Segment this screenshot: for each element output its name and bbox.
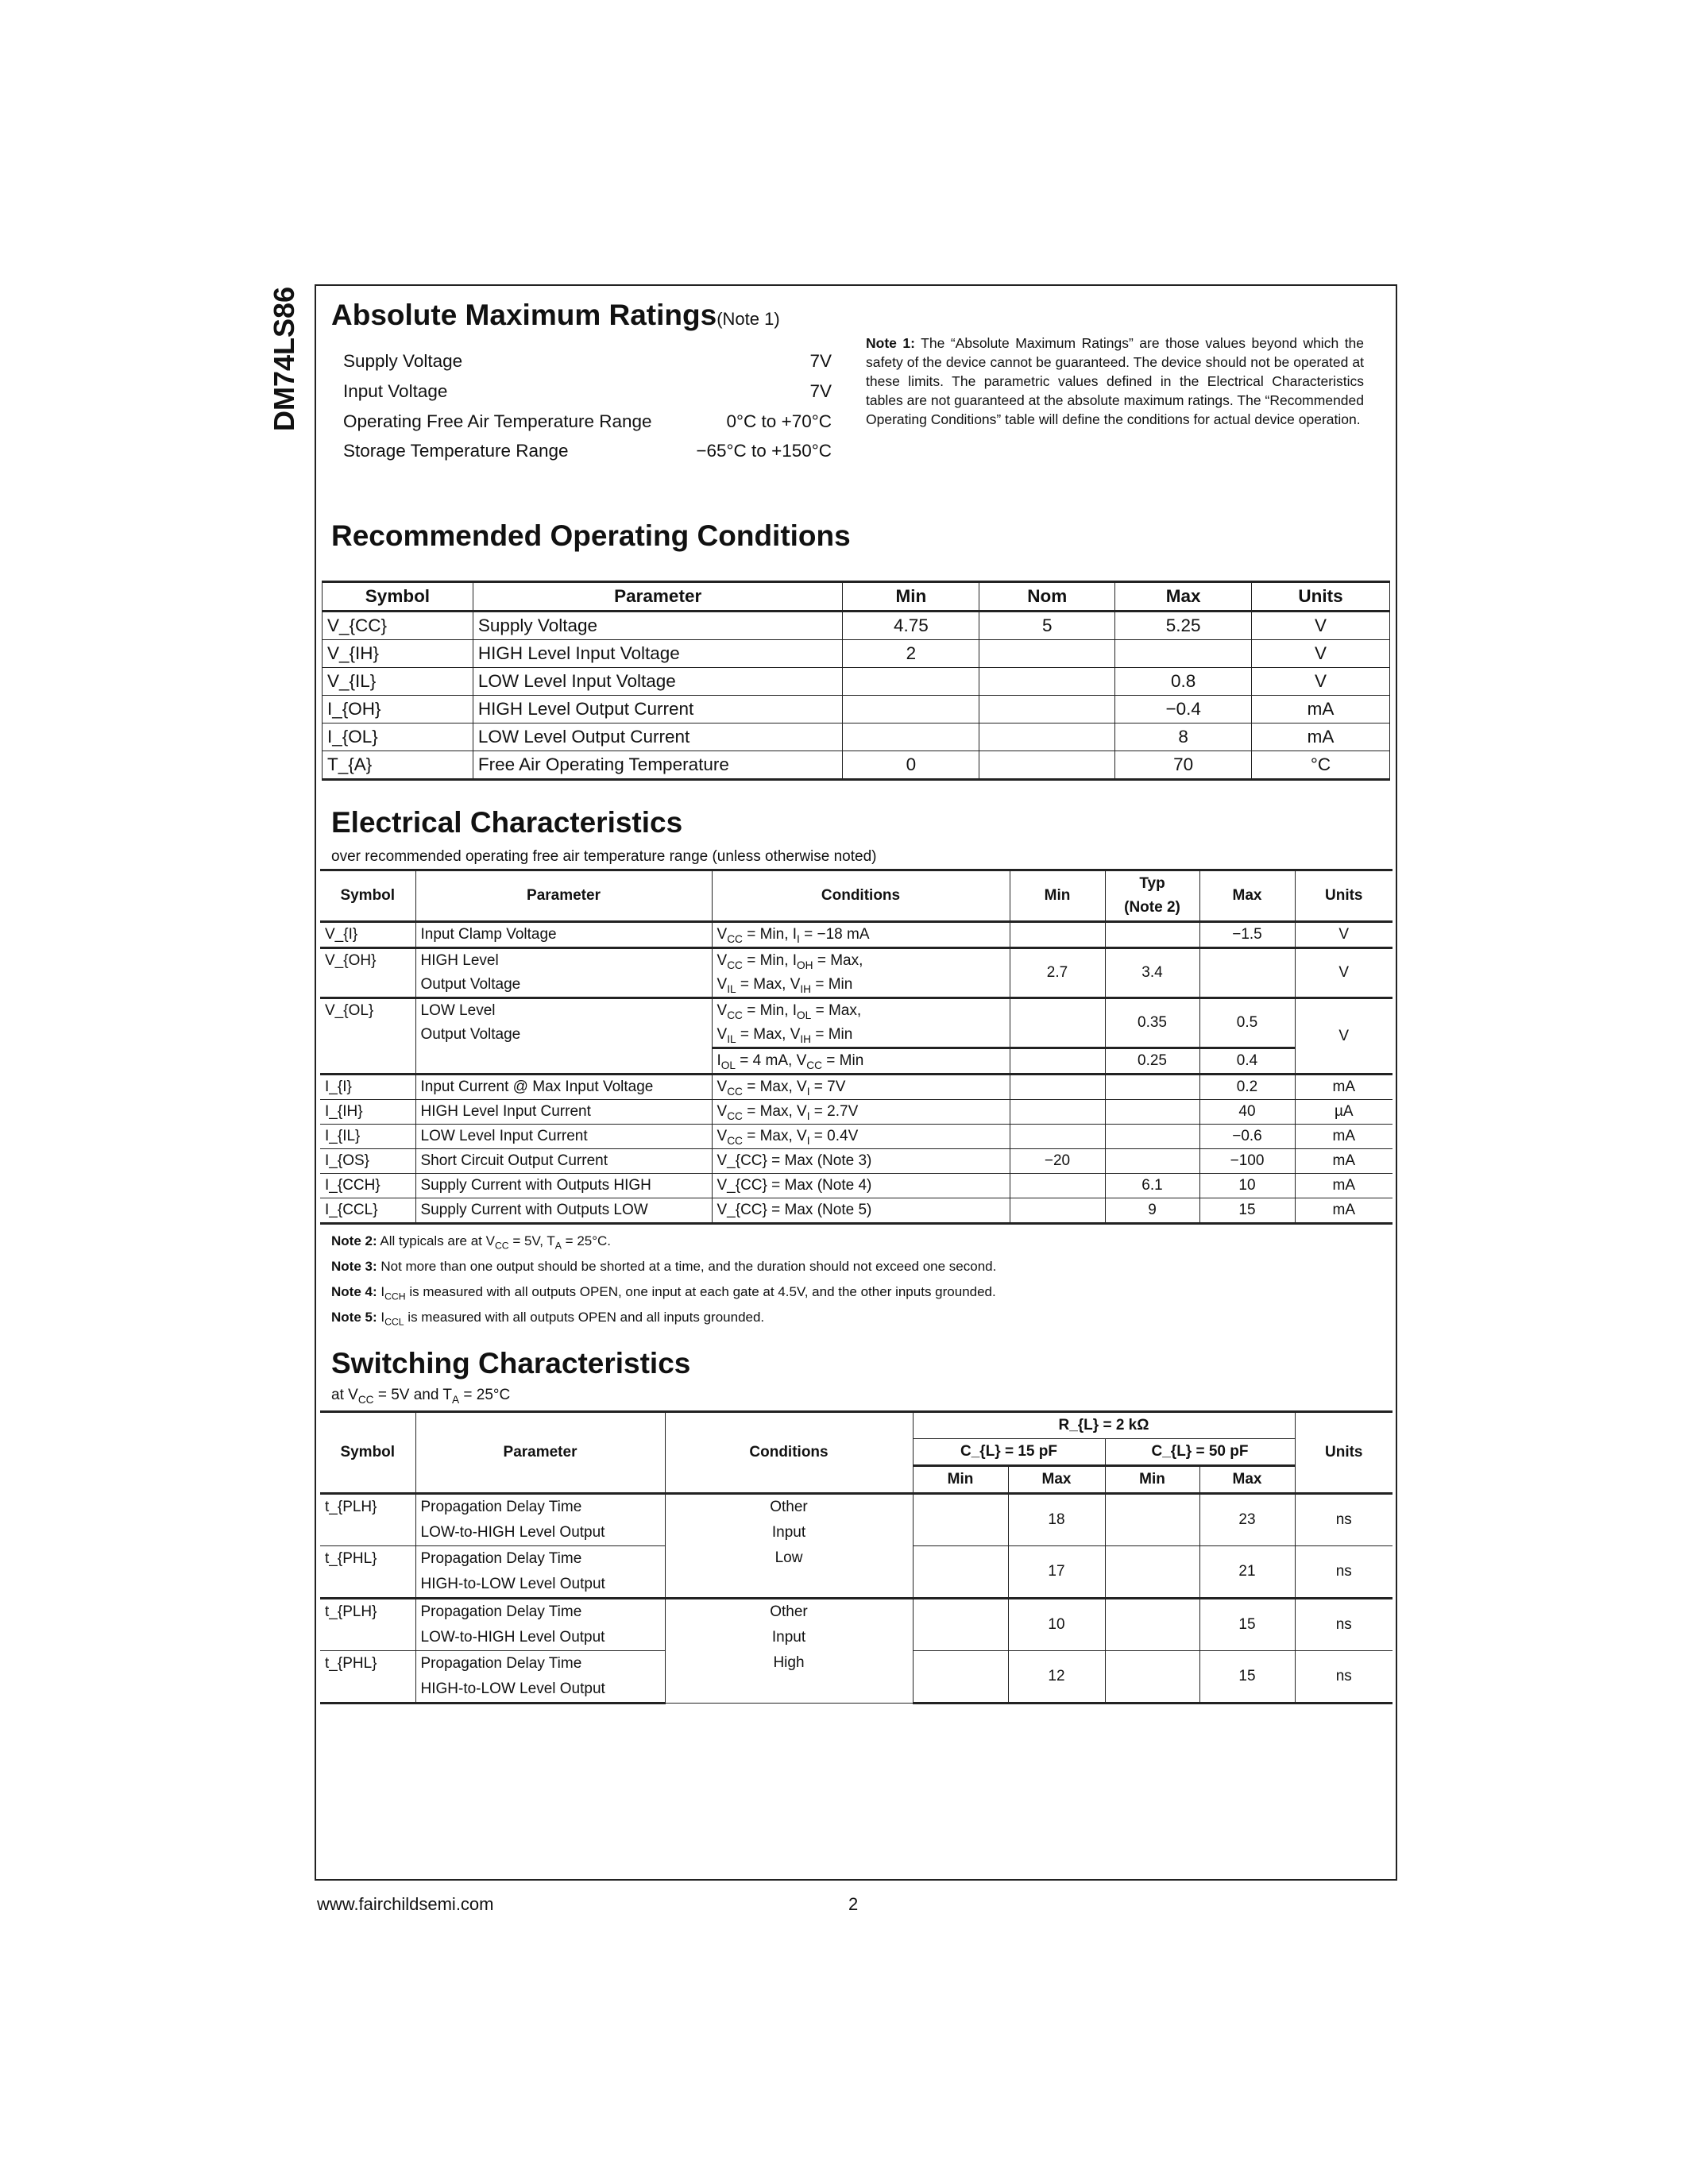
note-text: Not more than one output should be shorted at a time, and the duration should not exceed one second. bbox=[377, 1259, 997, 1274]
note-label: Note 2: bbox=[331, 1233, 377, 1248]
ec-subtitle: over recommended operating free air temperature range (unless otherwise noted) bbox=[331, 848, 877, 865]
ec-min bbox=[1010, 998, 1105, 1048]
amr-row bbox=[343, 411, 832, 432]
subscript: CC bbox=[727, 1109, 743, 1122]
sc-header-cl50: C_{L} = 50 pF bbox=[1105, 1439, 1295, 1466]
sc-symbol: t_{PHL} bbox=[320, 1651, 415, 1704]
roc-parameter: Supply Voltage bbox=[473, 612, 843, 640]
note-text: $I_{CCH}$ is measured with all outputs OPEN, one input at each gate at 4.5V, and the other inputs grounded. bbox=[377, 1284, 996, 1302]
amr-value: 0°C to +70°C bbox=[726, 411, 832, 431]
subscript: I bbox=[806, 1085, 810, 1098]
sc-parameter-line: HIGH-to-LOW Level Output bbox=[420, 1576, 605, 1592]
roc-header: Units bbox=[1252, 582, 1390, 612]
sc-min15 bbox=[913, 1494, 1008, 1546]
subscript: CC bbox=[727, 932, 743, 945]
sc-max15: 10 bbox=[1008, 1599, 1105, 1651]
roc-header: Nom bbox=[979, 582, 1115, 612]
sc-condition-line: Other bbox=[770, 1499, 808, 1515]
roc-units: V bbox=[1252, 668, 1390, 696]
sc-parameter bbox=[415, 1494, 665, 1546]
sc-min15 bbox=[913, 1651, 1008, 1704]
amr-value: −65°C to +150°C bbox=[696, 441, 832, 461]
subscript: CC bbox=[357, 1393, 374, 1406]
sc-condition-line: Low bbox=[774, 1549, 803, 1566]
roc-nom bbox=[979, 723, 1115, 751]
roc-parameter: HIGH Level Input Voltage bbox=[473, 640, 843, 668]
ec-max: 0.4 bbox=[1199, 1048, 1295, 1075]
ec-max bbox=[1199, 948, 1295, 998]
amr-label: Supply Voltage bbox=[343, 351, 463, 371]
note-label: Note 5: bbox=[331, 1310, 377, 1325]
ec-conditions: $V_{CC}$ = Max, $V_I = 0.4V$ bbox=[712, 1125, 1010, 1149]
amr-label: Input Voltage bbox=[343, 381, 448, 401]
roc-parameter: Free Air Operating Temperature bbox=[473, 751, 843, 780]
ec-units: mA bbox=[1295, 1075, 1393, 1100]
amr-title-note: (Note 1) bbox=[717, 309, 780, 329]
ec-typ bbox=[1105, 922, 1199, 948]
part-number-side-title bbox=[268, 283, 300, 435]
roc-max: 70 bbox=[1115, 751, 1252, 780]
subscript: CC bbox=[727, 1085, 743, 1098]
ec-max: 0.2 bbox=[1199, 1075, 1295, 1100]
sc-parameter bbox=[415, 1546, 665, 1599]
ec-condition-line: $V_{IL}$ = Max, $V_{IH}$ = Min bbox=[717, 1026, 853, 1045]
roc-title: Recommended Operating Conditions bbox=[331, 519, 851, 552]
roc-min bbox=[843, 723, 979, 751]
note-text: All typicals are at $V_{CC} = 5V$, $T_A = 25^\circ C$. bbox=[377, 1233, 612, 1252]
amr-title-text: Absolute Maximum Ratings bbox=[331, 299, 717, 331]
roc-parameter: LOW Level Output Current bbox=[473, 723, 843, 751]
roc-header: Parameter bbox=[473, 582, 843, 612]
amr-label: Storage Temperature Range bbox=[343, 441, 569, 461]
ec-min bbox=[1010, 922, 1105, 948]
ec-condition-line: $V_{CC}$ = Min, $I_{OH}$ = Max, bbox=[717, 952, 863, 971]
ec-parameter: Supply Current with Outputs HIGH bbox=[415, 1174, 712, 1198]
ec-typ: 3.4 bbox=[1105, 948, 1199, 998]
roc-symbol: I_{OL} bbox=[323, 723, 473, 751]
footer-website: www.fairchildsemi.com bbox=[317, 1894, 494, 1914]
ec-parameter: LOW Level Input Current bbox=[415, 1125, 712, 1149]
sc-max50: 23 bbox=[1199, 1494, 1295, 1546]
subscript: IH bbox=[800, 982, 812, 995]
ec-note bbox=[331, 1233, 1393, 1250]
ec-max: 10 bbox=[1199, 1174, 1295, 1198]
roc-nom bbox=[979, 751, 1115, 780]
sc-header-rl: R_{L} = 2 kΩ bbox=[913, 1412, 1295, 1439]
sc-title: Switching Characteristics bbox=[331, 1347, 691, 1379]
ec-parameter: HIGH Level Input Current bbox=[415, 1100, 712, 1125]
sc-condition-line: Input bbox=[771, 1524, 806, 1541]
sc-parameter-line: Propagation Delay Time bbox=[420, 1550, 582, 1567]
roc-max: −0.4 bbox=[1115, 696, 1252, 723]
subscript: OL bbox=[797, 1009, 812, 1021]
ec-symbol: I_{CCH} bbox=[320, 1174, 415, 1198]
ec-units: mA bbox=[1295, 1125, 1393, 1149]
sc-units: ns bbox=[1295, 1599, 1393, 1651]
roc-row bbox=[323, 640, 1390, 668]
ec-row bbox=[320, 1100, 1393, 1125]
sc-max15: 12 bbox=[1008, 1651, 1105, 1704]
ec-parameter: Short Circuit Output Current bbox=[415, 1149, 712, 1174]
sc-conditions bbox=[665, 1494, 913, 1599]
ec-typ: 0.35 bbox=[1105, 998, 1199, 1048]
ec-header-typ bbox=[1105, 870, 1199, 922]
subscript: CC bbox=[727, 1009, 743, 1021]
ec-row bbox=[320, 1075, 1393, 1100]
subscript: A bbox=[554, 1240, 562, 1252]
ec-parameter-line: HIGH Level bbox=[420, 952, 499, 969]
ec-parameter-line: LOW Level bbox=[420, 1002, 496, 1019]
subscript: A bbox=[451, 1393, 460, 1406]
sc-header-max: Max bbox=[1008, 1466, 1105, 1494]
sc-parameter-line: LOW-to-HIGH Level Output bbox=[420, 1524, 605, 1541]
ec-note bbox=[331, 1283, 1393, 1301]
ec-conditions: V_{CC} = Max (Note 5) bbox=[712, 1198, 1010, 1224]
ec-header-typ-note: (Note 2) bbox=[1124, 899, 1180, 916]
subscript: IL bbox=[727, 1032, 736, 1045]
roc-symbol: T_{A} bbox=[323, 751, 473, 780]
roc-min: 4.75 bbox=[843, 612, 979, 640]
ec-parameter-line: Output Voltage bbox=[420, 1026, 521, 1043]
sc-units: ns bbox=[1295, 1651, 1393, 1704]
ec-symbol: V_{OL} bbox=[320, 998, 415, 1075]
ec-conditions: $V_{CC}$ = Max, $V_I = 2.7V$ bbox=[712, 1100, 1010, 1125]
sc-units: ns bbox=[1295, 1494, 1393, 1546]
sc-row bbox=[320, 1494, 1393, 1546]
roc-min bbox=[843, 696, 979, 723]
ec-symbol: I_{OS} bbox=[320, 1149, 415, 1174]
roc-symbol: V_{CC} bbox=[323, 612, 473, 640]
roc-nom: 5 bbox=[979, 612, 1115, 640]
roc-max: 8 bbox=[1115, 723, 1252, 751]
ec-units: mA bbox=[1295, 1149, 1393, 1174]
amr-label: Operating Free Air Temperature Range bbox=[343, 411, 652, 431]
ec-typ bbox=[1105, 1075, 1199, 1100]
sc-header-max: Max bbox=[1199, 1466, 1295, 1494]
ec-max: 0.5 bbox=[1199, 998, 1295, 1048]
ec-min bbox=[1010, 1048, 1105, 1075]
sc-max15: 17 bbox=[1008, 1546, 1105, 1599]
ec-parameter bbox=[415, 948, 712, 998]
sc-header-symbol: Symbol bbox=[320, 1412, 415, 1494]
ec-min: 2.7 bbox=[1010, 948, 1105, 998]
sc-header-units: Units bbox=[1295, 1412, 1393, 1494]
ec-condition-line: $V_{IL}$ = Max, $V_{IH}$ = Min bbox=[717, 976, 853, 995]
sc-min50 bbox=[1105, 1546, 1199, 1599]
subscript: CC bbox=[806, 1059, 823, 1071]
subscript: CC bbox=[494, 1240, 509, 1252]
sc-parameter bbox=[415, 1599, 665, 1651]
ec-min bbox=[1010, 1125, 1105, 1149]
ec-row bbox=[320, 998, 1393, 1048]
sc-min15 bbox=[913, 1546, 1008, 1599]
sc-parameter-line: Propagation Delay Time bbox=[420, 1603, 582, 1620]
ec-units: mA bbox=[1295, 1174, 1393, 1198]
sc-min50 bbox=[1105, 1494, 1199, 1546]
roc-header: Symbol bbox=[323, 582, 473, 612]
sc-max50: 21 bbox=[1199, 1546, 1295, 1599]
ec-symbol: V_{OH} bbox=[320, 948, 415, 998]
subscript: I bbox=[806, 1134, 810, 1147]
sc-max50: 15 bbox=[1199, 1651, 1295, 1704]
sc-min50 bbox=[1105, 1599, 1199, 1651]
roc-symbol: V_{IL} bbox=[323, 668, 473, 696]
ec-header-max: Max bbox=[1199, 870, 1295, 922]
part-number: DM74LS86 bbox=[268, 286, 300, 432]
ec-header-symbol: Symbol bbox=[320, 870, 415, 922]
ec-units: V bbox=[1295, 998, 1393, 1075]
sc-table bbox=[320, 1410, 1393, 1704]
sc-conditions bbox=[665, 1599, 913, 1704]
roc-row bbox=[323, 751, 1390, 780]
ec-typ: 6.1 bbox=[1105, 1174, 1199, 1198]
sc-units: ns bbox=[1295, 1546, 1393, 1599]
sc-header-parameter: Parameter bbox=[415, 1412, 665, 1494]
sc-parameter-line: Propagation Delay Time bbox=[420, 1655, 582, 1672]
sc-header-conditions: Conditions bbox=[665, 1412, 913, 1494]
roc-max: 0.8 bbox=[1115, 668, 1252, 696]
note-1 bbox=[866, 334, 1364, 429]
ec-parameter: Supply Current with Outputs LOW bbox=[415, 1198, 712, 1224]
note-label: Note 3: bbox=[331, 1259, 377, 1274]
ec-note bbox=[331, 1309, 1393, 1326]
ec-symbol: V_{I} bbox=[320, 922, 415, 948]
sc-parameter bbox=[415, 1651, 665, 1704]
note-label: Note 4: bbox=[331, 1284, 377, 1299]
amr-row bbox=[343, 381, 832, 402]
ec-symbol: I_{I} bbox=[320, 1075, 415, 1100]
roc-units: V bbox=[1252, 612, 1390, 640]
sc-header-cl15: C_{L} = 15 pF bbox=[913, 1439, 1105, 1466]
roc-nom bbox=[979, 668, 1115, 696]
roc-parameter: LOW Level Input Voltage bbox=[473, 668, 843, 696]
ec-typ: 9 bbox=[1105, 1198, 1199, 1224]
ec-typ bbox=[1105, 1125, 1199, 1149]
characteristics-flow bbox=[320, 869, 1393, 1704]
ec-min bbox=[1010, 1100, 1105, 1125]
roc-min: 2 bbox=[843, 640, 979, 668]
amr-row bbox=[343, 351, 832, 372]
sc-header-min: Min bbox=[913, 1466, 1008, 1494]
amr-title bbox=[331, 299, 780, 332]
ec-parameter: Input Current @ Max Input Voltage bbox=[415, 1075, 712, 1100]
subscript: OH bbox=[797, 959, 813, 971]
roc-nom bbox=[979, 640, 1115, 668]
roc-row bbox=[323, 668, 1390, 696]
amr-value: 7V bbox=[809, 381, 832, 401]
roc-symbol: V_{IH} bbox=[323, 640, 473, 668]
ec-conditions: V_{CC} = Max (Note 4) bbox=[712, 1174, 1010, 1198]
note-text: $I_{CCL}$ is measured with all outputs OPEN and all inputs grounded. bbox=[377, 1310, 765, 1328]
ec-conditions: $V_{CC}$ = Max, $V_I = 7V$ bbox=[712, 1075, 1010, 1100]
ec-conditions bbox=[712, 998, 1010, 1048]
ec-row bbox=[320, 948, 1393, 998]
ec-row bbox=[320, 1174, 1393, 1198]
ec-row bbox=[320, 1149, 1393, 1174]
note-1-label: Note 1: bbox=[866, 335, 915, 351]
ec-min: −20 bbox=[1010, 1149, 1105, 1174]
roc-header: Min bbox=[843, 582, 979, 612]
ec-min bbox=[1010, 1174, 1105, 1198]
sc-parameter-line: Propagation Delay Time bbox=[420, 1499, 582, 1515]
roc-max: 5.25 bbox=[1115, 612, 1252, 640]
ec-header-units: Units bbox=[1295, 870, 1393, 922]
roc-min: 0 bbox=[843, 751, 979, 780]
sc-parameter-line: HIGH-to-LOW Level Output bbox=[420, 1680, 605, 1697]
ec-units: µA bbox=[1295, 1100, 1393, 1125]
ec-row bbox=[320, 1125, 1393, 1149]
ec-symbol: I_{IL} bbox=[320, 1125, 415, 1149]
sc-min50 bbox=[1105, 1651, 1199, 1704]
ec-table bbox=[320, 869, 1393, 1225]
ec-title: Electrical Characteristics bbox=[331, 806, 683, 839]
roc-min bbox=[843, 668, 979, 696]
ec-typ: 0.25 bbox=[1105, 1048, 1199, 1075]
sc-parameter-line: LOW-to-HIGH Level Output bbox=[420, 1629, 605, 1646]
ec-header-min: Min bbox=[1010, 870, 1105, 922]
sc-min15 bbox=[913, 1599, 1008, 1651]
roc-row bbox=[323, 696, 1390, 723]
subscript: IL bbox=[727, 982, 736, 995]
subscript: IH bbox=[800, 1032, 812, 1045]
ec-max: 15 bbox=[1199, 1198, 1295, 1224]
amr-row bbox=[343, 441, 832, 461]
ec-parameter-line: Output Voltage bbox=[420, 976, 521, 993]
ec-note bbox=[331, 1258, 1393, 1275]
ec-max: 40 bbox=[1199, 1100, 1295, 1125]
ec-conditions bbox=[712, 948, 1010, 998]
roc-header: Max bbox=[1115, 582, 1252, 612]
subscript: CC bbox=[727, 959, 743, 971]
roc-symbol: I_{OH} bbox=[323, 696, 473, 723]
sc-condition-line: High bbox=[773, 1654, 805, 1671]
subscript: CCL bbox=[384, 1316, 404, 1328]
ec-max: −0.6 bbox=[1199, 1125, 1295, 1149]
sc-max50: 15 bbox=[1199, 1599, 1295, 1651]
ec-symbol: I_{IH} bbox=[320, 1100, 415, 1125]
ec-row bbox=[320, 922, 1393, 948]
ec-header-typ-label: Typ bbox=[1139, 875, 1165, 892]
ec-units: mA bbox=[1295, 1198, 1393, 1224]
page-number: 2 bbox=[848, 1894, 859, 1914]
sc-header-min: Min bbox=[1105, 1466, 1199, 1494]
roc-max bbox=[1115, 640, 1252, 668]
ec-units: V bbox=[1295, 948, 1393, 998]
roc-table bbox=[322, 581, 1390, 781]
ec-header-parameter: Parameter bbox=[415, 870, 712, 922]
sc-condition-line: Other bbox=[770, 1603, 808, 1620]
sc-max15: 18 bbox=[1008, 1494, 1105, 1546]
subscript: CC bbox=[727, 1134, 743, 1147]
sc-subtitle: at $V_{CC} = 5V$ and $T_A = 25^\circ C$ bbox=[331, 1387, 511, 1406]
ec-conditions: $I_{OL} = 4$ mA, $V_{CC}$ = Min bbox=[712, 1048, 1010, 1075]
ec-condition-line: $V_{CC}$ = Min, $I_{OL}$ = Max, bbox=[717, 1002, 862, 1021]
roc-parameter: HIGH Level Output Current bbox=[473, 696, 843, 723]
subscript: I bbox=[797, 932, 800, 945]
note-1-text: The “Absolute Maximum Ratings” are those values beyond which the safety of the device cannot be guaranteed. The device should not be operated at these limits. The parametric values defined in the Electrical Characteristics tables are not guaranteed at the absolute maximum ratings. The “Recommended Operating Conditions” table will define the conditions for actual device operation. bbox=[866, 335, 1365, 427]
sc-symbol: t_{PHL} bbox=[320, 1546, 415, 1599]
ec-conditions: V_{CC} = Max (Note 3) bbox=[712, 1149, 1010, 1174]
roc-units: mA bbox=[1252, 723, 1390, 751]
ec-max: −1.5 bbox=[1199, 922, 1295, 948]
ec-units: V bbox=[1295, 922, 1393, 948]
ec-conditions: $V_{CC}$ = Min, $I_I = -18$ mA bbox=[712, 922, 1010, 948]
ec-typ bbox=[1105, 1100, 1199, 1125]
roc-row bbox=[323, 612, 1390, 640]
sc-condition-line: Input bbox=[771, 1629, 806, 1646]
roc-units: °C bbox=[1252, 751, 1390, 780]
ec-parameter bbox=[415, 998, 712, 1075]
roc-units: mA bbox=[1252, 696, 1390, 723]
roc-nom bbox=[979, 696, 1115, 723]
ec-row bbox=[320, 1198, 1393, 1224]
ec-max: −100 bbox=[1199, 1149, 1295, 1174]
sc-row bbox=[320, 1599, 1393, 1651]
ec-min bbox=[1010, 1198, 1105, 1224]
sc-symbol: t_{PLH} bbox=[320, 1494, 415, 1546]
roc-units: V bbox=[1252, 640, 1390, 668]
ec-typ bbox=[1105, 1149, 1199, 1174]
ec-min bbox=[1010, 1075, 1105, 1100]
roc-row bbox=[323, 723, 1390, 751]
ec-symbol: I_{CCL} bbox=[320, 1198, 415, 1224]
ec-header-conditions: Conditions bbox=[712, 870, 1010, 922]
ec-parameter: Input Clamp Voltage bbox=[415, 922, 712, 948]
subscript: I bbox=[806, 1109, 810, 1122]
sc-symbol: t_{PLH} bbox=[320, 1599, 415, 1651]
subscript: CCH bbox=[384, 1291, 406, 1302]
subscript: OL bbox=[720, 1059, 736, 1071]
amr-value: 7V bbox=[809, 351, 832, 371]
